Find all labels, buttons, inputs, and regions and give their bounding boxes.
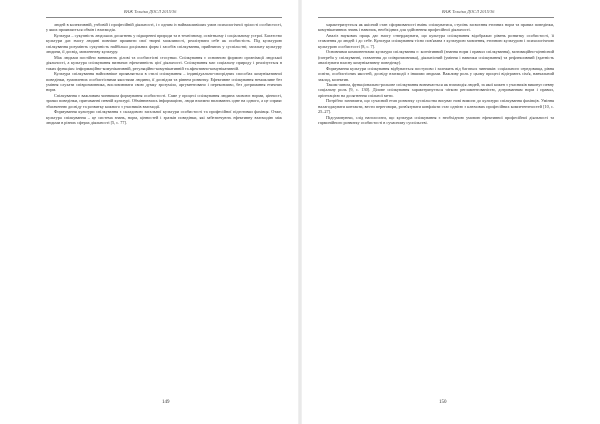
paragraph: Культура спілкування найповніше проявляється в стилі спілкування – індивідуально-своєрідних способах комунікативної поведінки, зумовлених особистісними якостями людини, її досвідом та рівнем розвитку. Ефективне спілкування неможливе без уміння слухати співрозмовника, висловлювати свою думку зрозуміло, аргументовано і переконливо, без дотримання етичних норм. (46, 71, 282, 93)
paragraph: Підсумовуючи, слід наголосити, що культура спілкування є необхідною умовою ефективної професійної діяльності та гармонійного розвитку особистості в сучасному суспільстві. (318, 114, 554, 126)
paragraph: Формування культури спілкування відбувається поступово і залежить від багатьох чинників: соціального середовища, рівня освіти, особистісних якостей, досвіду взаємодії з іншими людьми. Важливу роль у цьому процесі відіграють сім'я, навчальний заклад, колектив. (318, 65, 554, 82)
paragraph: Основними компонентами культури спілкування є: когнітивний (знання норм і правил спілкування), мотиваційно-ціннісний (потреба у спілкуванні, ставлення до співрозмовника), діяльнісний (уміння і навички спілкування) та рефлексивний (здатність аналізувати власну комунікативну поведінку). (318, 49, 554, 66)
paragraph: Таким чином, функціонально-рольове спілкування визначається як взаємодія людей, за якої кожен з учасників виконує певну соціальну роль [9, с. 130]. Ділове спілкування характеризується чіткою регламентованістю, дотриманням норм і правил, орієнтацією на досягнення спільної мети. (318, 81, 554, 98)
paragraph: Аналіз наукових праць дає змогу стверджувати, що культура спілкування відображає рівень розвитку особистості, її ставлення до людей і до себе. Культура спілкування тісно пов'язана з культурою мовлення, етичною культурою і психологічною культурою особистості [8, с. 7]. (318, 32, 554, 49)
right-running-head: ВАЖ Техніка ДОСЛ 2015/36 (442, 9, 495, 14)
left-page-number: 149 (162, 400, 170, 405)
right-page-text (318, 22, 554, 126)
right-header-rule (318, 17, 554, 18)
left-running-head: ВАЖ Техніка ДОСЛ 2015/36 (124, 9, 177, 14)
left-header-rule (46, 17, 282, 18)
left-page-text (46, 22, 282, 126)
right-page (300, 0, 600, 424)
paragraph: характеризується як якісний стан сформованості вмінь спілкуватися, ступінь засвоєння етичних норм та правил поведінки, комунікативних знань і навичок, необхідних для здійснення професійної діяльності. (318, 22, 554, 33)
paragraph: Формування культури спілкування є складовою загальної культури особистості та професійної підготовки фахівця. Отже, культура спілкування – це система знань, норм, цінностей і зразків поведінки, які забезпечують ефективну взаємодію між людьми в різних сферах діяльності [5, с. 77]. (46, 109, 282, 126)
paragraph: Між людьми постійно виникають ділові та особистісні стосунки. Спілкування є основною формою організації людської діяльності, а культура спілкування визначає ефективність цієї діяльності. Спілкування має соціальну природу і реалізується в таких функціях: інформаційно-комунікативній, регуляційно-комунікативній та афективно-комунікативній. (46, 54, 282, 71)
paragraph: Спілкування є важливим чинником формування особистості. Саме у процесі спілкування людина засвоює норми, цінності, зразки поведінки, притаманні певній культурі. Обмінюючись інформацією, люди взаємно впливають одне на одного, а це сприяє збагаченню досвіду та розвитку кожного з учасників взаємодії. (46, 92, 282, 109)
paragraph: Культура – сукупність людських досягнень у підкоренні природи та в технічному, освітньому і соціальному устрої. Багатство культури дає змогу людині повніше проявити свої творчі можливості, реалізувати себе як особистість. Під культурою спілкування розуміють сукупність найбільш доцільних форм і засобів спілкування, прийнятих у суспільстві; загальну культуру людини, її досвід, мовленнєву культуру. (46, 32, 282, 55)
paragraph: Потрібно зазначити, що сучасний етап розвитку суспільства висуває нові вимоги до культури спілкування фахівців. Уміння налагоджувати контакти, вести переговори, розв'язувати конфлікти стає однією з ключових професійних компетентностей [10, с. 25–27]. (318, 98, 554, 115)
right-page-number: 150 (439, 400, 447, 405)
paragraph: людей в колективній, учбовій і професійній діяльності, і є одним із найважливіших умов психологічної зрілості особистості, у яких проявляється обмін і взаємодія. (46, 22, 282, 33)
